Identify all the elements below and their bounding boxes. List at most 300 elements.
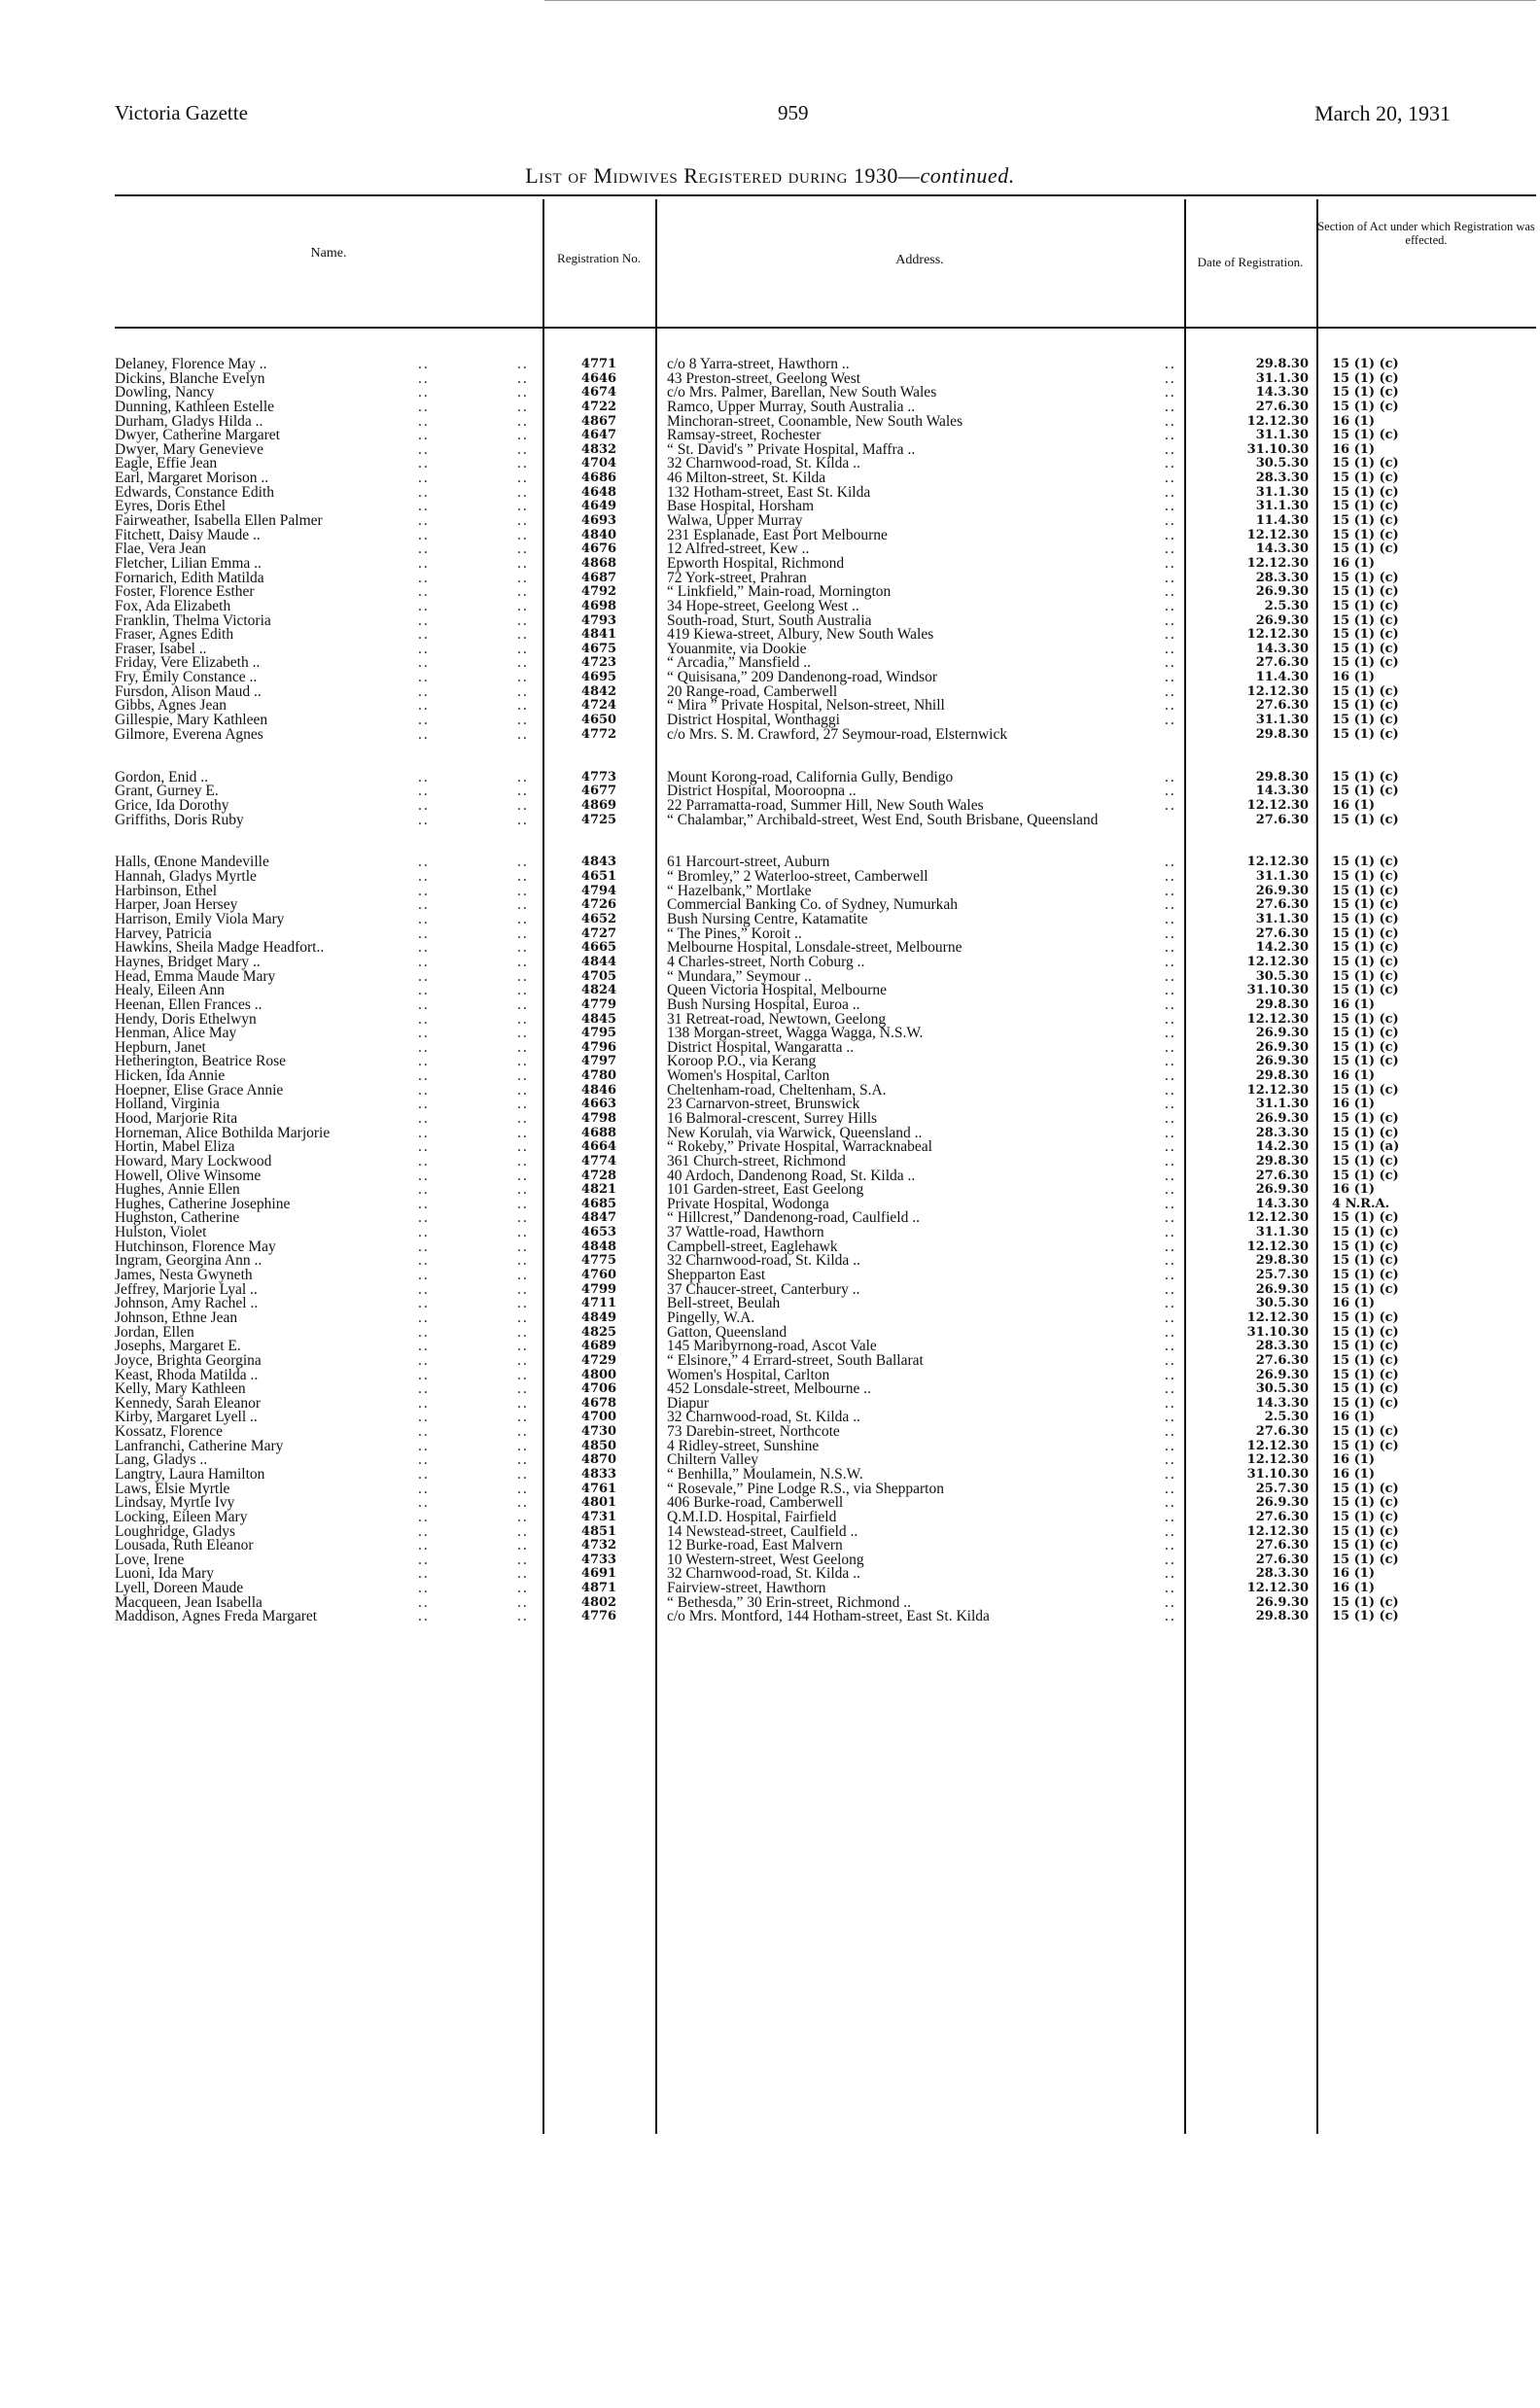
leader-dots: .. bbox=[1165, 882, 1176, 899]
registration-number: 4798 bbox=[580, 1110, 617, 1126]
leader-dots: .. bbox=[517, 1267, 529, 1284]
leader-dots: .. bbox=[418, 1280, 430, 1298]
act-section: 16 (1) bbox=[1332, 1182, 1375, 1198]
leader-dots: .. bbox=[418, 654, 430, 672]
registration-number: 4833 bbox=[580, 1467, 617, 1482]
midwife-name: Edwards, Constance Edith bbox=[115, 483, 275, 501]
address: Gatton, Queensland bbox=[667, 1323, 788, 1341]
address: “ Hillcrest,” Dandenong-road, Caulfield .. bbox=[667, 1209, 920, 1227]
registration-date: 31.1.30 bbox=[1255, 912, 1309, 927]
registration-number: 4775 bbox=[580, 1253, 617, 1269]
leader-dots: .. bbox=[517, 583, 529, 601]
leader-dots: .. bbox=[418, 1025, 430, 1042]
leader-dots: .. bbox=[418, 1338, 430, 1355]
midwife-name: Fornarich, Edith Matilda bbox=[115, 569, 264, 586]
midwife-name: Hughston, Catherine bbox=[115, 1209, 240, 1227]
act-section: 15 (1) (c) bbox=[1332, 1523, 1399, 1539]
leader-dots: .. bbox=[1165, 1351, 1176, 1369]
leader-dots: .. bbox=[517, 967, 529, 985]
midwife-name: Eyres, Doris Ethel bbox=[115, 498, 227, 515]
midwife-name: Flae, Vera Jean bbox=[115, 541, 206, 558]
registration-number: 4649 bbox=[580, 499, 617, 514]
leader-dots: .. bbox=[517, 854, 529, 871]
midwives-table-body bbox=[0, 358, 1540, 1624]
leader-dots: .. bbox=[1165, 483, 1176, 501]
leader-dots: .. bbox=[1165, 1138, 1176, 1156]
registration-number: 4652 bbox=[580, 912, 617, 927]
midwife-name: Fletcher, Lilian Emma .. bbox=[115, 554, 262, 572]
registration-number: 4843 bbox=[580, 855, 617, 870]
address: “ Chalambar,” Archibald-street, West End, South Brisbane, Queensland bbox=[667, 811, 1099, 828]
act-section: 15 (1) (c) bbox=[1332, 570, 1399, 585]
leader-dots: .. bbox=[418, 1466, 430, 1483]
address: 37 Chaucer-street, Canterbury .. bbox=[667, 1280, 860, 1298]
leader-dots: .. bbox=[418, 1195, 430, 1212]
leader-dots: .. bbox=[418, 811, 430, 828]
leader-dots: .. bbox=[1165, 1366, 1176, 1383]
leader-dots: .. bbox=[418, 1081, 430, 1099]
midwife-name: Hetherington, Beatrice Rose bbox=[115, 1053, 287, 1070]
registration-date: 14.2.30 bbox=[1255, 1139, 1309, 1155]
leader-dots: .. bbox=[418, 455, 430, 472]
registration-number: 4725 bbox=[580, 812, 617, 827]
leader-dots: .. bbox=[1165, 640, 1176, 657]
midwife-name: Howard, Mary Lockwood bbox=[115, 1152, 272, 1169]
midwife-name: Lousada, Ruth Eleanor bbox=[115, 1537, 254, 1554]
leader-dots: .. bbox=[1165, 982, 1176, 999]
midwife-name: Gordon, Enid .. bbox=[115, 768, 209, 785]
address: 4 Ridley-street, Sunshine bbox=[667, 1437, 820, 1454]
registration-date: 28.3.30 bbox=[1255, 570, 1309, 585]
leader-dots: .. bbox=[1165, 1167, 1176, 1184]
leader-dots: .. bbox=[1165, 569, 1176, 586]
address: 32 Charnwood-road, St. Kilda .. bbox=[667, 1252, 860, 1270]
midwife-name: Johnson, Ethne Jean bbox=[115, 1309, 238, 1326]
registration-date: 12.12.30 bbox=[1246, 1438, 1309, 1453]
leader-dots: .. bbox=[1165, 712, 1176, 729]
midwife-name: Loughridge, Gladys bbox=[115, 1522, 235, 1540]
leader-dots: .. bbox=[418, 1522, 430, 1540]
registration-number: 4695 bbox=[580, 670, 617, 685]
act-section: 15 (1) (c) bbox=[1332, 513, 1399, 529]
address: 46 Milton-street, St. Kilda bbox=[667, 470, 826, 487]
leader-dots: .. bbox=[517, 1580, 529, 1597]
page-title bbox=[0, 163, 1540, 189]
leader-dots: .. bbox=[418, 512, 430, 530]
leader-dots: .. bbox=[517, 1323, 529, 1341]
midwife-name: Fitchett, Daisy Maude .. bbox=[115, 526, 261, 543]
act-section: 15 (1) (c) bbox=[1332, 1011, 1399, 1027]
act-section: 15 (1) (c) bbox=[1332, 726, 1399, 742]
registration-date: 26.9.30 bbox=[1255, 1110, 1309, 1126]
leader-dots: .. bbox=[1165, 1338, 1176, 1355]
act-section: 16 (1) bbox=[1332, 441, 1375, 457]
leader-dots: .. bbox=[418, 1152, 430, 1169]
address: 10 Western-street, West Geelong bbox=[667, 1551, 864, 1568]
registration-date: 31.1.30 bbox=[1255, 428, 1309, 443]
registration-date: 27.6.30 bbox=[1255, 1552, 1309, 1567]
leader-dots: .. bbox=[517, 1053, 529, 1070]
act-section: 15 (1) (c) bbox=[1332, 1609, 1399, 1624]
leader-dots: .. bbox=[517, 1380, 529, 1398]
midwife-name: Ingram, Georgina Ann .. bbox=[115, 1252, 262, 1270]
leader-dots: .. bbox=[1165, 583, 1176, 601]
leader-dots: .. bbox=[418, 939, 430, 957]
address: 22 Parramatta-road, Summer Hill, New South Wales bbox=[667, 796, 984, 814]
midwife-name: Kennedy, Sarah Eleanor bbox=[115, 1394, 262, 1412]
registration-date: 26.9.30 bbox=[1255, 1182, 1309, 1198]
leader-dots: .. bbox=[418, 1309, 430, 1326]
registration-number: 4793 bbox=[580, 612, 617, 628]
registration-number: 4849 bbox=[580, 1309, 617, 1325]
act-section: 15 (1) (c) bbox=[1332, 869, 1399, 885]
act-section: 16 (1) bbox=[1332, 1097, 1375, 1112]
leader-dots: .. bbox=[418, 1551, 430, 1568]
registration-number: 4664 bbox=[580, 1139, 617, 1155]
leader-dots: .. bbox=[418, 1423, 430, 1441]
act-section: 15 (1) (c) bbox=[1332, 883, 1399, 898]
leader-dots: .. bbox=[517, 1508, 529, 1525]
leader-dots: .. bbox=[517, 1152, 529, 1169]
leader-dots: .. bbox=[1165, 939, 1176, 957]
leader-dots: .. bbox=[517, 1280, 529, 1298]
registration-date: 26.9.30 bbox=[1255, 1594, 1309, 1610]
midwife-name: Josephs, Margaret E. bbox=[115, 1338, 241, 1355]
registration-date: 31.1.30 bbox=[1255, 484, 1309, 500]
address: 138 Morgan-street, Wagga Wagga, N.S.W. bbox=[667, 1025, 924, 1042]
midwife-name: Delaney, Florence May .. bbox=[115, 356, 267, 372]
leader-dots: .. bbox=[517, 1309, 529, 1326]
address: Mount Korong-road, California Gully, Bendigo bbox=[667, 768, 954, 785]
act-section: 15 (1) (c) bbox=[1332, 499, 1399, 514]
leader-dots: .. bbox=[1165, 1195, 1176, 1212]
leader-dots: .. bbox=[517, 896, 529, 914]
leader-dots: .. bbox=[418, 1181, 430, 1199]
address: 23 Carnarvon-street, Brunswick bbox=[667, 1096, 860, 1113]
leader-dots: .. bbox=[418, 583, 430, 601]
midwife-name: Jeffrey, Marjorie Lyal .. bbox=[115, 1280, 258, 1298]
act-section: 15 (1) (c) bbox=[1332, 769, 1399, 785]
registration-number: 4651 bbox=[580, 869, 617, 885]
midwife-name: Fursdon, Alison Maud .. bbox=[115, 682, 262, 700]
registration-number: 4825 bbox=[580, 1324, 617, 1340]
leader-dots: .. bbox=[1165, 1096, 1176, 1113]
registration-number: 4646 bbox=[580, 370, 617, 386]
registration-number: 4665 bbox=[580, 940, 617, 956]
registration-date: 27.6.30 bbox=[1255, 1424, 1309, 1440]
leader-dots: .. bbox=[418, 470, 430, 487]
leader-dots: .. bbox=[1165, 1280, 1176, 1298]
leader-dots: .. bbox=[418, 995, 430, 1013]
registration-number: 4675 bbox=[580, 641, 617, 656]
leader-dots: .. bbox=[418, 356, 430, 372]
leader-dots: .. bbox=[517, 1366, 529, 1383]
leader-dots: .. bbox=[517, 526, 529, 543]
leader-dots: .. bbox=[418, 697, 430, 715]
leader-dots: .. bbox=[418, 896, 430, 914]
registration-number: 4693 bbox=[580, 513, 617, 529]
midwife-name: Hutchinson, Florence May bbox=[115, 1238, 276, 1255]
leader-dots: .. bbox=[418, 725, 430, 743]
leader-dots: .. bbox=[517, 1409, 529, 1426]
address: 4 Charles-street, North Coburg .. bbox=[667, 953, 865, 970]
leader-dots: .. bbox=[1165, 1522, 1176, 1540]
act-section: 15 (1) (c) bbox=[1332, 471, 1399, 486]
leader-dots: .. bbox=[1165, 369, 1176, 387]
address: Ramco, Upper Murray, South Australia .. bbox=[667, 398, 916, 415]
act-section: 15 (1) (c) bbox=[1332, 1395, 1399, 1411]
leader-dots: .. bbox=[1165, 1451, 1176, 1469]
registration-date: 2.5.30 bbox=[1264, 1410, 1309, 1425]
act-section: 15 (1) (c) bbox=[1332, 713, 1399, 728]
header-bottom-rule bbox=[115, 327, 1536, 329]
act-section: 16 (1) bbox=[1332, 670, 1375, 685]
leader-dots: .. bbox=[517, 925, 529, 942]
leader-dots: .. bbox=[418, 682, 430, 700]
registration-date: 12.12.30 bbox=[1246, 1309, 1309, 1325]
leader-dots: .. bbox=[418, 783, 430, 800]
leader-dots: .. bbox=[418, 1053, 430, 1070]
act-section: 15 (1) (c) bbox=[1332, 1438, 1399, 1453]
leader-dots: .. bbox=[517, 1480, 529, 1497]
registration-number: 4774 bbox=[580, 1153, 617, 1169]
act-section: 15 (1) (c) bbox=[1332, 370, 1399, 386]
address: c/o Mrs. Montford, 144 Hotham-street, East St. Kilda bbox=[667, 1608, 990, 1625]
midwife-name: Harper, Joan Hersey bbox=[115, 896, 238, 914]
leader-dots: .. bbox=[517, 1224, 529, 1241]
address: District Hospital, Wangaratta .. bbox=[667, 1038, 855, 1056]
registration-date: 27.6.30 bbox=[1255, 812, 1309, 827]
registration-number: 4821 bbox=[580, 1182, 617, 1198]
table-row bbox=[0, 1437, 1540, 1454]
leader-dots: .. bbox=[418, 1366, 430, 1383]
registration-date: 26.9.30 bbox=[1255, 883, 1309, 898]
registration-number: 4797 bbox=[580, 1054, 617, 1069]
leader-dots: .. bbox=[517, 597, 529, 614]
midwife-name: Franklin, Thelma Victoria bbox=[115, 611, 271, 629]
registration-date: 27.6.30 bbox=[1255, 1509, 1309, 1524]
leader-dots: .. bbox=[1165, 398, 1176, 415]
address: c/o Mrs. S. M. Crawford, 27 Seymour-road, Elsternwick bbox=[667, 725, 1008, 743]
leader-dots: .. bbox=[517, 953, 529, 970]
act-section: 15 (1) (c) bbox=[1332, 1082, 1399, 1098]
leader-dots: .. bbox=[418, 854, 430, 871]
act-section: 15 (1) (c) bbox=[1332, 1239, 1399, 1254]
address: c/o Mrs. Palmer, Barellan, New South Wales bbox=[667, 384, 937, 401]
leader-dots: .. bbox=[517, 1451, 529, 1469]
leader-dots: .. bbox=[1165, 427, 1176, 444]
address: Women's Hospital, Carlton bbox=[667, 1067, 830, 1085]
leader-dots: .. bbox=[517, 1209, 529, 1227]
address: 43 Preston-street, Geelong West bbox=[667, 369, 861, 387]
leader-dots: .. bbox=[1165, 440, 1176, 458]
registration-date: 31.1.30 bbox=[1255, 713, 1309, 728]
midwife-name: Kelly, Mary Kathleen bbox=[115, 1380, 246, 1398]
leader-dots: .. bbox=[1165, 1067, 1176, 1085]
leader-dots: .. bbox=[418, 911, 430, 928]
leader-dots: .. bbox=[1165, 470, 1176, 487]
act-section: 15 (1) (c) bbox=[1332, 1324, 1399, 1340]
leader-dots: .. bbox=[418, 1537, 430, 1554]
midwife-name: Heenan, Ellen Frances .. bbox=[115, 995, 262, 1013]
act-section: 15 (1) (c) bbox=[1332, 1054, 1399, 1069]
address: 406 Burke-road, Camberwell bbox=[667, 1494, 844, 1512]
act-section: 15 (1) (c) bbox=[1332, 1281, 1399, 1297]
act-section: 15 (1) (c) bbox=[1332, 1538, 1399, 1553]
leader-dots: .. bbox=[517, 995, 529, 1013]
leader-dots: .. bbox=[517, 697, 529, 715]
address: 12 Burke-road, East Malvern bbox=[667, 1537, 843, 1554]
registration-number: 4648 bbox=[580, 484, 617, 500]
leader-dots: .. bbox=[418, 982, 430, 999]
leader-dots: .. bbox=[517, 1138, 529, 1156]
leader-dots: .. bbox=[1165, 697, 1176, 715]
registration-date: 30.5.30 bbox=[1255, 1296, 1309, 1311]
act-section: 15 (1) (c) bbox=[1332, 1481, 1399, 1496]
leader-dots: .. bbox=[1165, 512, 1176, 530]
midwife-name: Hawkins, Sheila Madge Headfort.. bbox=[115, 939, 325, 957]
act-section: 15 (1) (c) bbox=[1332, 1552, 1399, 1567]
address: “ Mundara,” Seymour .. bbox=[667, 967, 812, 985]
act-section: 15 (1) (c) bbox=[1332, 897, 1399, 913]
leader-dots: .. bbox=[517, 882, 529, 899]
registration-number: 4687 bbox=[580, 570, 617, 585]
leader-dots: .. bbox=[517, 369, 529, 387]
registration-date: 28.3.30 bbox=[1255, 471, 1309, 486]
leader-dots: .. bbox=[1165, 1238, 1176, 1255]
leader-dots: .. bbox=[418, 1351, 430, 1369]
registration-number: 4729 bbox=[580, 1352, 617, 1368]
leader-dots: .. bbox=[1165, 868, 1176, 886]
registration-number: 4711 bbox=[580, 1296, 617, 1311]
registration-date: 12.12.30 bbox=[1246, 683, 1309, 699]
leader-dots: .. bbox=[1165, 356, 1176, 372]
act-section: 16 (1) bbox=[1332, 1452, 1375, 1468]
leader-dots: .. bbox=[517, 455, 529, 472]
leader-dots: .. bbox=[418, 1209, 430, 1227]
address: 20 Range-road, Camberwell bbox=[667, 682, 838, 700]
leader-dots: .. bbox=[418, 398, 430, 415]
act-section: 16 (1) bbox=[1332, 996, 1375, 1012]
midwife-name: Keast, Rhoda Matilda .. bbox=[115, 1366, 259, 1383]
leader-dots: .. bbox=[1165, 1423, 1176, 1441]
leader-dots: .. bbox=[1165, 1124, 1176, 1141]
publication-name: Victoria Gazette bbox=[115, 101, 248, 124]
leader-dots: .. bbox=[517, 725, 529, 743]
leader-dots: .. bbox=[1165, 1565, 1176, 1583]
registration-date: 27.6.30 bbox=[1255, 1352, 1309, 1368]
registration-number: 4686 bbox=[580, 471, 617, 486]
registration-date: 26.9.30 bbox=[1255, 1495, 1309, 1511]
registration-date: 12.12.30 bbox=[1246, 627, 1309, 643]
registration-number: 4772 bbox=[580, 726, 617, 742]
midwife-name: Hulston, Violet bbox=[115, 1224, 207, 1241]
leader-dots: .. bbox=[418, 640, 430, 657]
leader-dots: .. bbox=[418, 1267, 430, 1284]
act-section: 15 (1) (c) bbox=[1332, 385, 1399, 401]
address: “ Bromley,” 2 Waterloo-street, Camberwell bbox=[667, 868, 928, 886]
leader-dots: .. bbox=[418, 1224, 430, 1241]
leader-dots: .. bbox=[418, 1038, 430, 1056]
address: 132 Hotham-street, East St. Kilda bbox=[667, 483, 871, 501]
leader-dots: .. bbox=[517, 1025, 529, 1042]
leader-dots: .. bbox=[418, 554, 430, 572]
leader-dots: .. bbox=[1165, 1394, 1176, 1412]
leader-dots: .. bbox=[418, 1010, 430, 1028]
leader-dots: .. bbox=[1165, 1081, 1176, 1099]
registration-date: 26.9.30 bbox=[1255, 1039, 1309, 1055]
leader-dots: .. bbox=[418, 1565, 430, 1583]
registration-date: 29.8.30 bbox=[1255, 726, 1309, 742]
registration-date: 12.12.30 bbox=[1246, 797, 1309, 813]
leader-dots: .. bbox=[418, 569, 430, 586]
act-section: 15 (1) (c) bbox=[1332, 1225, 1399, 1240]
midwife-name: Head, Emma Maude Mary bbox=[115, 967, 276, 985]
leader-dots: .. bbox=[517, 1081, 529, 1099]
address: “ Linkfield,” Main-road, Mornington bbox=[667, 583, 892, 601]
address: 16 Balmoral-crescent, Surrey Hills bbox=[667, 1109, 878, 1127]
address: Women's Hospital, Carlton bbox=[667, 1366, 830, 1383]
leader-dots: .. bbox=[517, 1423, 529, 1441]
registration-date: 14.3.30 bbox=[1255, 385, 1309, 401]
act-section: 15 (1) (c) bbox=[1332, 1495, 1399, 1511]
registration-number: 4704 bbox=[580, 456, 617, 471]
address: Bush Nursing Centre, Katamatite bbox=[667, 911, 868, 928]
leader-dots: .. bbox=[418, 1124, 430, 1141]
leader-dots: .. bbox=[517, 640, 529, 657]
registration-number: 4685 bbox=[580, 1196, 617, 1211]
leader-dots: .. bbox=[517, 982, 529, 999]
address: “ Mira ” Private Hospital, Nelson-street, Nhill bbox=[667, 697, 945, 715]
leader-dots: .. bbox=[517, 1238, 529, 1255]
address: 37 Wattle-road, Hawthorn bbox=[667, 1224, 824, 1241]
address: Fairview-street, Hawthorn bbox=[667, 1580, 826, 1597]
leader-dots: .. bbox=[1165, 1010, 1176, 1028]
address: “ Quisisana,” 209 Dandenong-road, Windsor bbox=[667, 669, 938, 686]
leader-dots: .. bbox=[418, 1252, 430, 1270]
registration-number: 4732 bbox=[580, 1538, 617, 1553]
registration-date: 12.12.30 bbox=[1246, 555, 1309, 571]
leader-dots: .. bbox=[418, 626, 430, 644]
midwife-name: Fraser, Agnes Edith bbox=[115, 626, 234, 644]
midwife-name: Lanfranchi, Catherine Mary bbox=[115, 1437, 284, 1454]
leader-dots: .. bbox=[1165, 1437, 1176, 1454]
leader-dots: .. bbox=[1165, 925, 1176, 942]
leader-dots: .. bbox=[517, 398, 529, 415]
table-row bbox=[0, 811, 1540, 842]
leader-dots: .. bbox=[517, 1394, 529, 1412]
address: “ Bethesda,” 30 Erin-street, Richmond .. bbox=[667, 1593, 911, 1611]
registration-number: 4773 bbox=[580, 769, 617, 785]
address: Epworth Hospital, Richmond bbox=[667, 554, 845, 572]
registration-number: 4845 bbox=[580, 1011, 617, 1027]
address: South-road, Sturt, South Australia bbox=[667, 611, 872, 629]
leader-dots: .. bbox=[517, 654, 529, 672]
midwife-name: Griffiths, Doris Ruby bbox=[115, 811, 244, 828]
leader-dots: .. bbox=[1165, 1152, 1176, 1169]
act-section: 15 (1) (c) bbox=[1332, 940, 1399, 956]
midwife-name: Maddison, Agnes Freda Margaret bbox=[115, 1608, 318, 1625]
leader-dots: .. bbox=[1165, 1494, 1176, 1512]
leader-dots: .. bbox=[418, 1295, 430, 1312]
registration-date: 27.6.30 bbox=[1255, 655, 1309, 671]
act-section: 15 (1) (c) bbox=[1332, 855, 1399, 870]
midwife-name: Holland, Virginia bbox=[115, 1096, 220, 1113]
address: “ Benhilla,” Moulamein, N.S.W. bbox=[667, 1466, 863, 1483]
leader-dots: .. bbox=[1165, 654, 1176, 672]
midwife-name: Dowling, Nancy bbox=[115, 384, 215, 401]
address: Private Hospital, Wodonga bbox=[667, 1195, 829, 1212]
